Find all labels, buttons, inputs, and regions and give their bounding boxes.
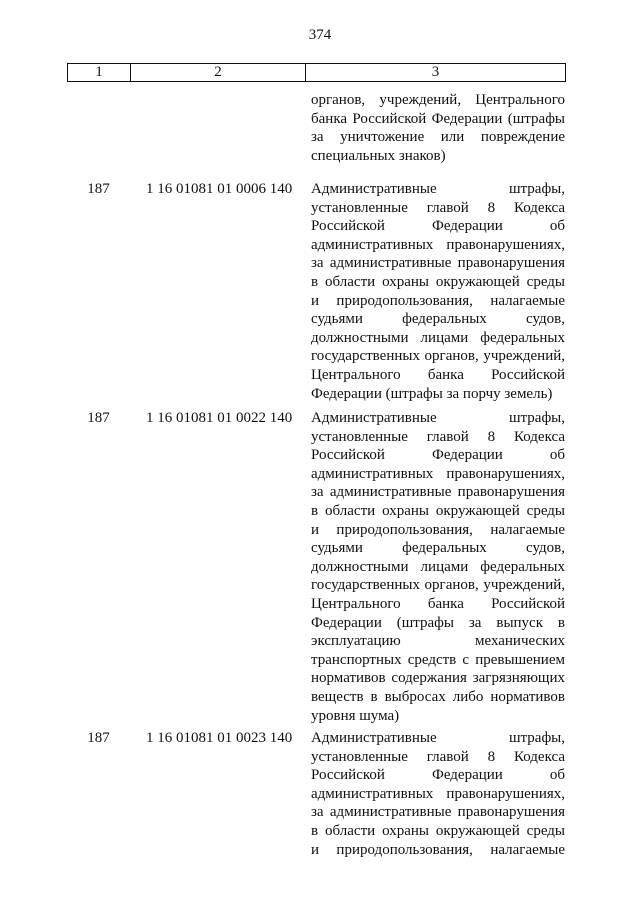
- description-line: в области охраны окружающей среды: [311, 273, 565, 290]
- description-line: Центрального банка Российской: [311, 595, 565, 612]
- row-description: [311, 409, 565, 725]
- row-description: [311, 180, 565, 403]
- description-line: установленные главой 8 Кодекса: [311, 428, 565, 445]
- description-line: Российской Федерации об: [311, 218, 565, 235]
- description-line: государственных органов, учреждений,: [311, 348, 565, 365]
- row-code: 1 16 01081 01 0023 140: [146, 730, 293, 746]
- description-line: Административные штрафы,: [311, 181, 565, 197]
- description-line: и природопользования, налагаемые: [311, 292, 565, 309]
- description-line: за административные правонарушения: [311, 484, 565, 501]
- row-description: [311, 91, 565, 165]
- row-code: 1 16 01081 01 0006 140: [146, 181, 293, 197]
- description-line: судьями федеральных судов,: [311, 311, 565, 328]
- row-code: 1 16 01081 01 0022 140: [146, 410, 293, 426]
- description-line: транспортных средств с превышением: [311, 651, 565, 668]
- description-line: административных правонарушениях,: [311, 465, 565, 482]
- description-line: Российской Федерации об: [311, 767, 565, 784]
- header-col-3: 3: [431, 64, 440, 80]
- description-line: нормативов содержания загрязняющих: [311, 670, 565, 687]
- description-line: Административные штрафы,: [311, 410, 565, 426]
- row-description: [311, 729, 565, 859]
- description-line: уровня шума): [311, 707, 400, 724]
- description-line: специальных знаков): [311, 147, 446, 164]
- description-line: за административные правонарушения: [311, 804, 565, 821]
- description-line: Федерации (штрафы за выпуск в: [311, 614, 565, 631]
- description-line: веществ в выбросах либо нормативов: [311, 688, 565, 705]
- description-line: административных правонарушениях,: [311, 785, 565, 802]
- description-line: Центрального банка Российской: [311, 366, 565, 383]
- description-line: Административные штрафы,: [311, 730, 565, 746]
- description-line: и природопользования, налагаемые: [311, 841, 565, 858]
- header-col-1: 1: [68, 64, 131, 81]
- description-line: должностными лицами федеральных: [311, 558, 565, 575]
- description-line: Федерации (штрафы за порчу земель): [311, 385, 553, 402]
- description-line: за административные правонарушения: [311, 255, 565, 272]
- description-line: установленные главой 8 Кодекса: [311, 199, 565, 216]
- row-number: 187: [87, 410, 110, 426]
- description-line: в области охраны окружающей среды: [311, 822, 565, 839]
- description-line: административных правонарушениях,: [311, 236, 565, 253]
- table-header-row: [67, 63, 566, 82]
- page-number: 374: [308, 27, 332, 43]
- description-line: органов, учреждений, Центрального: [311, 92, 565, 108]
- description-line: установленные главой 8 Кодекса: [311, 748, 565, 765]
- description-line: за уничтожение или повреждение: [311, 129, 565, 146]
- description-line: эксплуатацию механических: [311, 633, 565, 650]
- row-number: 187: [87, 181, 110, 197]
- description-line: судьями федеральных судов,: [311, 540, 565, 557]
- description-line: в области охраны окружающей среды: [311, 502, 565, 519]
- header-col-2: 2: [131, 64, 306, 81]
- description-line: государственных органов, учреждений,: [311, 577, 565, 594]
- description-line: Российской Федерации об: [311, 447, 565, 464]
- description-line: должностными лицами федеральных: [311, 329, 565, 346]
- row-number: 187: [87, 730, 110, 746]
- description-line: банка Российской Федерации (штрафы: [311, 110, 565, 127]
- description-line: и природопользования, налагаемые: [311, 521, 565, 538]
